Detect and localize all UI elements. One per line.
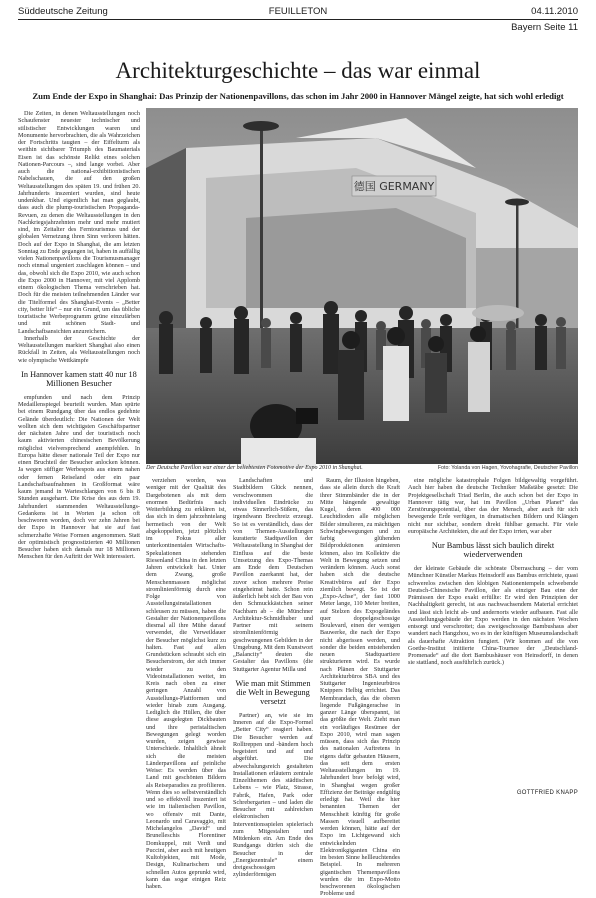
page-label: Bayern Seite 11 <box>511 22 578 33</box>
column-4-paragraph-1: Raum, der Illusion hingeben, dass sie allein durch die Kraft ihrer Stimmbänder die in der Mitte hängende gewaltige Kugel, deren 400 000 Leuchtdioden alle möglichen Bilder simulieren, zu mächtigen Schwingbewegungen und zu farbig glühenden Bildproduktionen animieren können, also im Kollektiv die Welt in Bewegung setzen und verändern können. Auch sonst haben sich die deutsche Kreativbüros auf der Expo ziemlich bewegt. So ist der „Expo-Achse“, der fast 1000 Meter lange, 110 Meter breiten, auf Stelzen des Expogeländes quer doppelgeschossige Boulevard, einen der wenigen Bauwerke, die nach der Expo nicht abgerissen werden, und sonder die beiden entstehenden neuen Stadtquartiere strukturieren wird. Es wurde nach Plänen der Stuttgarter Architekturbüros SBA und des Stuttgarter Ingenieurbüros Knippers Helbig errichtet. Das Membrandach, das die oberen liegende Fußgängerachse in ganzer Länge überspannt, ist das größte der Welt. Zieht man ein vorläufiges Resümee der Expo 2010, wird man sagen müssen, dass sich das Prinzip des nationalen Auftretens in eigens dafür gebauten Häusern, das seit dem ersten Weltausstellungen im 19. Jahrhundert brav befolgt wird, in Shanghai wegen großer Effizienz der Beiträge endgültig erledigt hat. Weil die hier benannten Themen der Menschheit künftig für große Massen visuell aufbereitet werden können, hätte auf der Expo im Lichtgewand sich entwickelnden Elektronikgiganten China ein im besten Sinne hellleuchtendes Beispiel. In mehreren gigantischen Themenpavillons wurden die im Expo-Motto beschworenen ökologischen Probleme und <box>320 477 400 898</box>
column-4 <box>320 477 400 898</box>
column-3-paragraph-2: Partner) an, wie sie im Inneren auf die Expo-Formel „Better City“ reagiert haben. Die Besucher werden auf Rolltreppen und -bändern hoch begeistert und auf und abgeführt. Die abwechslungsreich gestalteten Installationen erläutern zentrale Einzelthemen des städtischen Lebens – wie Platz, Strasse, Fabrik, Hafen, Park oder Schrebergarten – und laden die Besucher mit zahlreichen elektronischen Interventionsspielen spielerisch zum Mitgestalten und Mitdenken ein. Am Ende des Rundgangs dürfen sich die Besucher in der „Energiezentrale“ einem dreigeschossigen zylinderförmigen <box>233 711 313 879</box>
column-3-paragraph-1: Landschaften und Stadtbildern Glück nennen, verschwommen die individuellen Eindrücke zu etwas Sinnerlich-Süßem, das irgendwann Brechreiz erzeugt. So ist es verständlich, dass der von Themen-Ausstellungen kuratierte Stadtpavillon der Weltausstellung in Shanghai der Einfluss auf die beste Umsetzung des Expo-Themas am Ende dem Deutschen Pavillon zuerkannt hat, der zuvor schon mehrere Preise eingeheimst hatte. Schon rein äußerlich hebt sich der Bau von den Schmuckkästchen seiner Nachbarn ab – die Münchner Architektur-Schmidhuber und Partner mit seinem stromlinienförmig geschwungenen Gebilden in der Umgebung. Mit dem Kunstwort „Balancity“ deuten die Gestalter das Pavillons (die Stuttgarter Agentur Milla und <box>233 477 313 673</box>
column-5-paragraph-2: der kleinste Gebäude die schönste Überraschung – der vom Münchner Künstler Markus Heinsdorff aus Bambus errichtete, quasi schwerelos zwischen den klobigen Nationentempeln schwebende Deutsch-Chinesische Pavillon, der als einziger Bau eine der Prämissen der Expo exakt erfüllte: Er wird den Prinzipien der Nachhaltigkeit gerecht, ist aus nachwachsendem Material errichtet und lässt sich leicht ab- und andernorts wieder aufbauen. Fast alle Ausstellungsgebäude der Expo werden in den nächsten Wochen entsorgt und verschrottet; das zweigeschossige Bambushaus aber wandert nach Hangzhou, wo es in der künftigen Museumslandschaft als dauerhafte Attraktion fungiert. (Wir kommen auf die von Goethe-Institut initiierte China-Tournee der „Deutschland-Promenade“ auf die dort Bambushäuser von Heinsdorff, in denen sie stattland, noch ausführlich zurück.) <box>408 565 578 667</box>
section-name: FEUILLETON <box>268 6 328 17</box>
article-deck: Zum Ende der Expo in Shanghai: Das Prinzip der Nationenpavillons, das schon im Jahr 2000 in Hannover Mängel zeigte, hat sich wohl erledigt <box>32 91 564 101</box>
column-5-subheading: Nur Bambus lässt sich baulich direkt wiederverwenden <box>431 541 555 559</box>
photo-credit: Foto: Yolanda von Hagen, Yovohagrafie, Deutscher Pavillon <box>437 465 578 471</box>
column-1-subheading: In Hannover kamen statt 40 nur 18 Millionen Besucher <box>21 369 137 388</box>
german-pavilion-photo <box>146 108 578 464</box>
column-1 <box>18 110 140 804</box>
column-3-subheading: Wie man mit Stimmen die Welt in Bewegung versetzt <box>235 678 311 706</box>
issue-date: 04.11.2010 <box>531 6 578 17</box>
column-5 <box>408 477 578 789</box>
photo-caption: Der Deutsche Pavillon war einer der beliebtesten Fotomotive der Expo 2010 in Shanghai. <box>146 465 363 471</box>
column-2 <box>146 477 226 890</box>
column-3 <box>233 477 313 879</box>
masthead-rule <box>18 19 578 20</box>
column-1-paragraph-1: Die Zeiten, in denen Weltausstellungen noch Schaufenster neuester technischer und stilistischer Entwicklungen waren und Monumente hervorbrachten, die als Wahrzeichen der Fortschritts taugten – der Eiffelturm als weithin sichtbarer Triumph des Baumaterials Eisen ist das schönste Relikt eines solchen Nationen-Parcours –, sind lange vorbei. Aber auch die national-exhibitionistischen Nabelschauen, die auf den großen Weltausstellungen des späten 19. und frühen 20. Jahrhunderts inszeniert wurden, sind heute undenkbar. Und eigentlich hat man geglaubt, dass auch die plump-touristischen Propaganda-Revuen, zu denen die Weltausstellungen in den Nachkriegsjahrzehnten mehr und mehr mutiert sind, im Zeitalter des Ferntourismus und der globalen Vernetzung ihren Sinn verloren hätten. Doch auf der Expo in Shanghai, die am letzten Sonntag zu Ende gegangen ist, haben in auffällig vielen Nationenpavillons die Tourismusmanager noch einmal ungeniert zuschlagen können – und das, obwohl sich die Expo 2010, wie auch schon die Expo 2000 in Hannover, mit viel Applomb einem ökologischen Thema verschrieben hat. Doch für die meisten teilnehmenden Länder war die Titelformel des Shanghai-Events – „Better city, better life“ – nur ein Grund, um das übliche touristische Werbeprogramm grüne einzufärben und mit schönen Stadt- und Landschaftsansichten anzureichern. <box>18 110 140 335</box>
pavilion-sign: 德国 GERMANY <box>353 180 435 193</box>
publication-name: Süddeutsche Zeitung <box>18 6 108 17</box>
column-1-paragraph-3: empfunden und nach dem Prinzip Medaillenspiegel beurteilt wurden. Man spürte bei einem Rundgang über das endlos gedehnte Gelände überdeutlich: Die Nationen der Welt wollten sich dem wichtigsten Geschäftspartner der nächsten Jahre und der touristisch noch kaum aktivierten chinesischen Bevölkerung möglichst vielversprechend anempfehlen. In Europa hätte dieser nationale Teil der Expo nur einen Bruchteil der Besucher anlocken können. Ja wegen süffiger Werbespots aus einem nahen oder fernen Reiseland oder ein paar Landschaftsaufnahmen in Großformat wäre kaum jemand in Warteschlangen von 6 bis 8 Stunden ausgeharrt. Die Krise des aus dem 19. Jahrhundert stammenden Weltausstellungs-Gedankens ist in Worten ja schon oft beschworen worden, doch vor zehn Jahren bei der Expo in Hannover hat sie auf fast schmerzhafte Weise Formen angenommen. Statt der optimistisch prognostizierten 40 Millionen Besucher haben sich damals nur 18 Millionen Menschen für den Auftritt der Welt interessiert. <box>18 393 140 561</box>
article-author: GOTTFRIED KNAPP <box>516 790 578 796</box>
column-5-paragraph-1: eine mögliche katastrophale Folgen bildgewaltig vorgeführt. Auch hier haben die deutsche Techniker Maßstäbe gesetzt: Die Projektgesellschaft Triad Berlin, die auch schon bei der Expo in Hannover tätig war, hat im Pavillon „Urban Planet“ das Zerstörungspotential, über das der Mensch, aber auch für sich bewegende Erde verfügen, in dramatischen Bildern und Klängen nicht nur sichtbar, sondern direkt fühlbar gemacht. Für viele europäische Architekten, die auf der Expo irrten, war aber <box>408 477 578 535</box>
column-1-paragraph-2: Innerhalb der Geschichte der Weltausstellungen markiert Shanghai also einen Rückfall in Zeiten, als Weltausstellungen noch wie olympische Wettkämpfe <box>18 334 140 364</box>
article-headline: Architekturgeschichte – das war einmal <box>115 58 481 83</box>
column-2-paragraph-1: verziehen worden, was weniger mit der Qualität des Dargebotenen als mit dem enormen Bedürfnis nach Weiterbildung zu erklären ist, das sich in dem jahrzehntelang hermetisch von der Welt abgekoppelten, jetzt plötzlich im Fokus aller unterkontinentalen Wirtschafts-Spekulationen stehenden Riesenland China in den letzten Jahren entwickelt hat. Unter dem Zwang, große Menschenmassen möglichst stromlinienförmig durch eine Folge von Ausstellungsinstallationen schleusen zu müssen, haben die Gestalter der Nationenpavillons diesmal all ihre Mühe darauf verwendet, die Verweildauer der Besucher möglichst kurz zu halten. Fast auf allen Grundstücken schraubt sich ein Besucherstrom, der sich immer wieder zu den Videoinstallationen weitet, im Kreis nach oben zu einer geringen Anzahl von Ausstellungs-Plattformen und wieder hinab zum Ausgang. Lediglich die Hüllen, die über diese ausgelegten Dickbauten und ihre peristaltischen Bewegungen gelegt worden wurden, zeigen gewisse Unterschiede. Inhaltlich ähnelt sich die meisten Länderpavillons auf peinliche Weise: Es werden über das Land mit geschönten Bildern als Reiseparadies zu profilieren. Wenn dies so selbstverständlich und so effektvoll inszeniert ist wie im italienischen Pavillon, wo offensiv mit Dante, Leonardo und Caravaggio, mit Michelangelos „David“ und Brunelleschis Florentiner Domkuppel, mit Verdi und Puccini, aber auch mit heutigen Kultobjekten, mit Mode, Design, Kulinarischem und schnellen Autos geprunkt wird, kann das sogar einigen Reiz haben. <box>146 477 226 890</box>
